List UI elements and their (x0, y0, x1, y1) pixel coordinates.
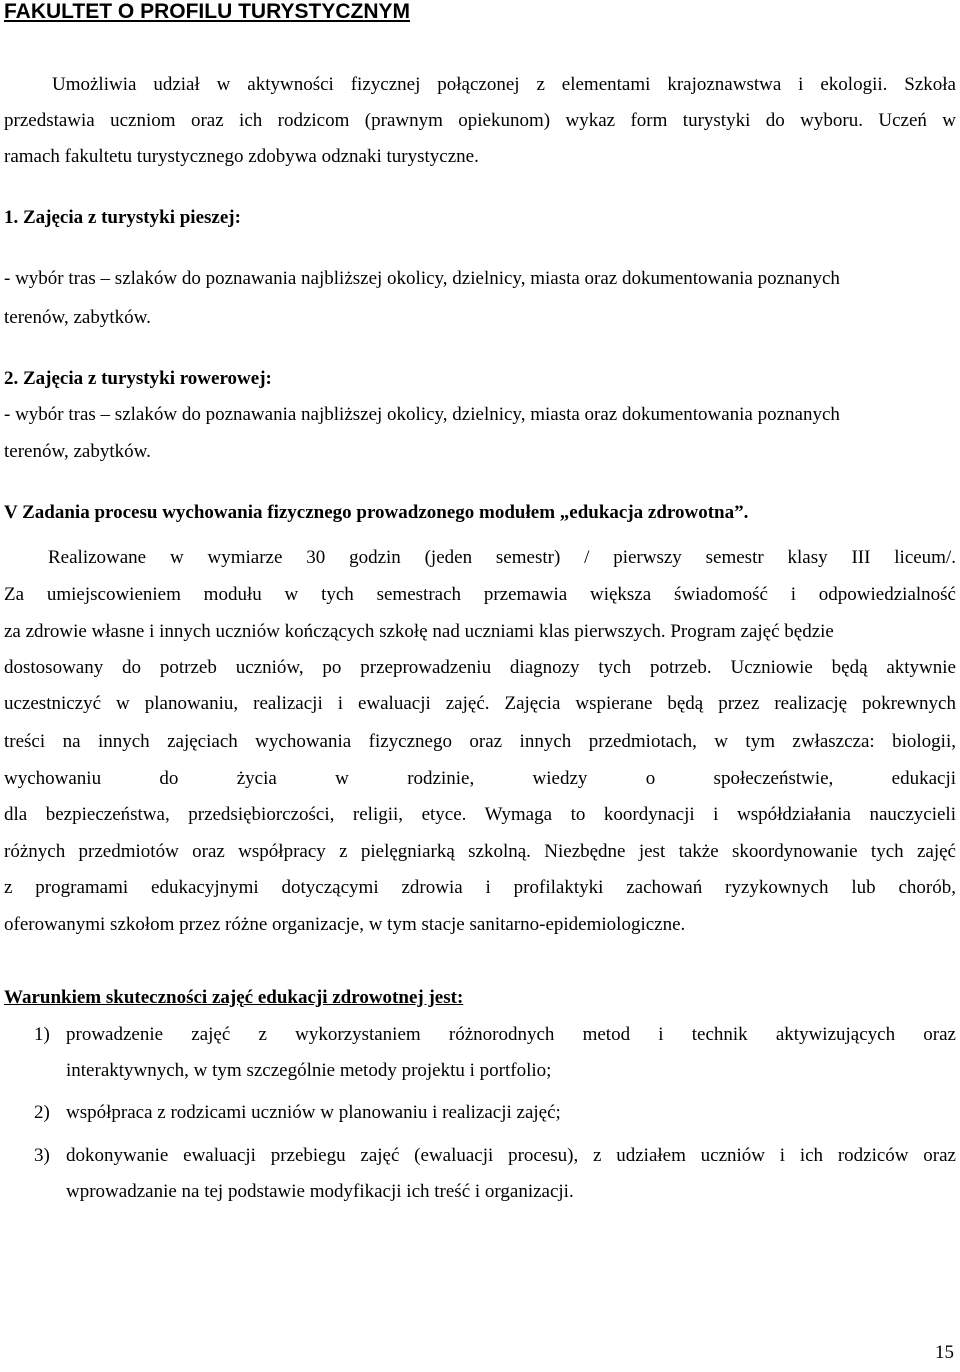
page-title: FAKULTET O PROFILU TURYSTYCZNYM (4, 0, 410, 23)
section5-line-10: z programami edukacyjnymi dotyczącymi zdrowia i profilaktyki zachowań ryzykownych lub chorób, (4, 877, 956, 898)
condition-item-2-number: 2) (34, 1102, 50, 1123)
section5-heading: V Zadania procesu wychowania fizycznego prowadzonego modułem „edukacja zdrowotna”. (4, 502, 749, 523)
condition-item-1-line-1: prowadzenie zajęć z wykorzystaniem różnorodnych metod i technik aktywizujących oraz (66, 1024, 956, 1045)
section5-line-1: Realizowane w wymiarze 30 godzin (jeden semestr) / pierwszy semestr klasy III liceum/. (48, 547, 956, 568)
section5-line-11: oferowanymi szkołom przez różne organizacje, w tym stacje sanitarno-epidemiologiczne. (4, 914, 686, 935)
section1-heading: 1. Zajęcia z turystyki pieszej: (4, 207, 241, 228)
section5-line-2: Za umiejscowieniem modułu w tych semestrach przemawia większa świadomość i odpowiedzialność (4, 584, 956, 605)
section5-line-5: uczestniczyć w planowaniu, realizacji i ewaluacji zajęć. Zajęcia wspierane będą przez realizację pokrewnych (4, 693, 956, 714)
section5-line-3: za zdrowie własne i innych uczniów kończących szkołę nad uczniami klas pierwszych. Program zajęć będzie (4, 621, 834, 642)
condition-item-1-line-2: interaktywnych, w tym szczególnie metody projektu i portfolio; (66, 1060, 552, 1081)
section2-line-1: - wybór tras – szlaków do poznawania najbliższej okolicy, dzielnicy, miasta oraz dokumentowania poznanych (4, 404, 840, 425)
condition-item-3-line-2: wprowadzanie na tej podstawie modyfikacji ich treść i organizacji. (66, 1181, 574, 1202)
conditions-heading: Warunkiem skuteczności zajęć edukacji zdrowotnej jest: (4, 987, 464, 1008)
condition-item-3-line-1: dokonywanie ewaluacji przebiegu zajęć (ewaluacji procesu), z udziałem uczniów i ich rodziców oraz (66, 1145, 956, 1166)
intro-line-3: ramach fakultetu turystycznego zdobywa odznaki turystyczne. (4, 146, 479, 167)
section5-line-9: różnych przedmiotów oraz współpracy z pielęgniarką szkolną. Niezbędne jest także skoordynowanie tych zajęć (4, 841, 956, 862)
section2-line-2: terenów, zabytków. (4, 441, 151, 462)
condition-item-1-number: 1) (34, 1024, 50, 1045)
intro-line-1: Umożliwia udział w aktywności fizycznej połączonej z elementami krajoznawstwa i ekologii. Szkoła (52, 74, 956, 95)
section5-line-7: wychowaniu do życia w rodzinie, wiedzy o społeczeństwie, edukacji (4, 768, 956, 789)
intro-line-2: przedstawia uczniom oraz ich rodzicom (prawnym opiekunom) wykaz form turystyki do wyboru. Uczeń w (4, 110, 956, 131)
section5-line-6: treści na innych zajęciach wychowania fizycznego oraz innych przedmiotach, w tym zwłaszcza: biologii, (4, 731, 956, 752)
section5-line-8: dla bezpieczeństwa, przedsiębiorczości, religii, etyce. Wymaga to koordynacji i współdziałania nauczycieli (4, 804, 956, 825)
condition-item-2-line-1: współpraca z rodzicami uczniów w planowaniu i realizacji zajęć; (66, 1102, 561, 1123)
section1-line-1: - wybór tras – szlaków do poznawania najbliższej okolicy, dzielnicy, miasta oraz dokumentowania poznanych (4, 268, 840, 289)
section5-line-4: dostosowany do potrzeb uczniów, po przeprowadzeniu diagnozy tych potrzeb. Uczniowie będą aktywnie (4, 657, 956, 678)
page-number: 15 (935, 1342, 954, 1363)
section1-line-2: terenów, zabytków. (4, 307, 151, 328)
condition-item-3-number: 3) (34, 1145, 50, 1166)
section2-heading: 2. Zajęcia z turystyki rowerowej: (4, 368, 272, 389)
